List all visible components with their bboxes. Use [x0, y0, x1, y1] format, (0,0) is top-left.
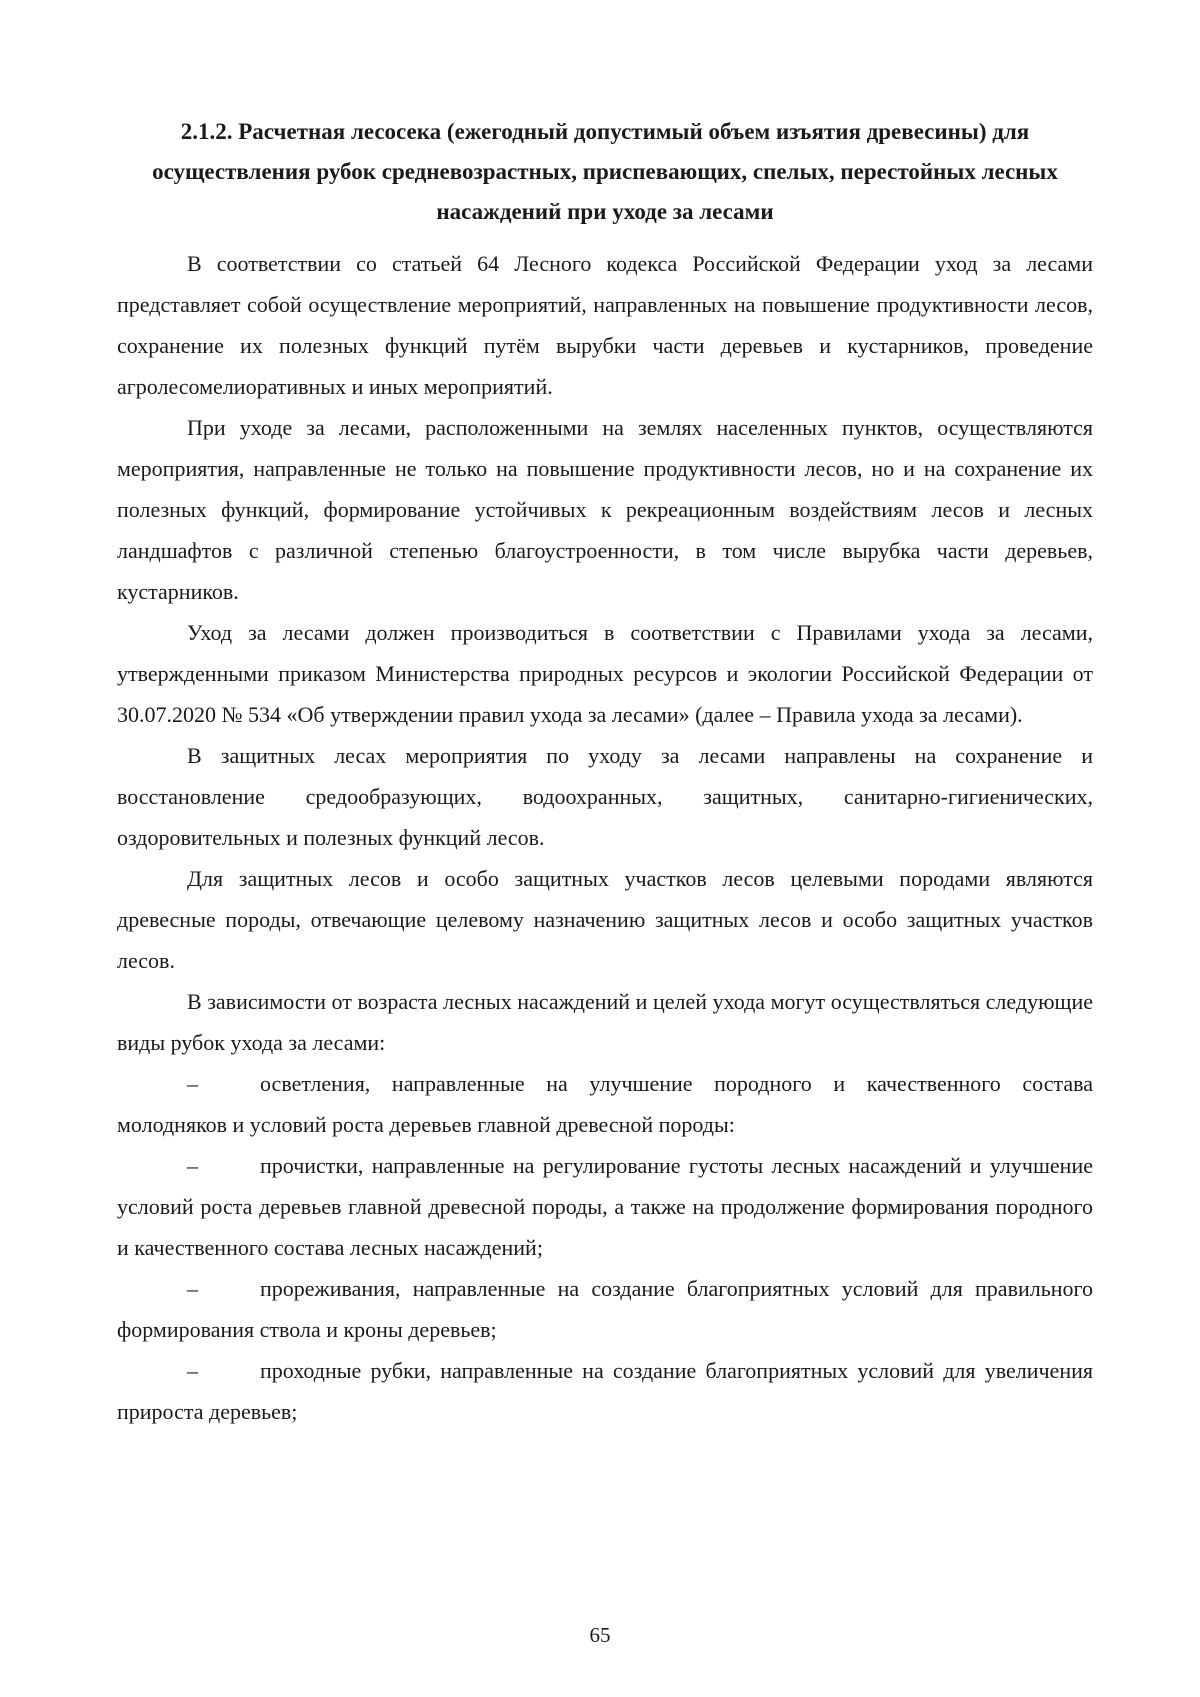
list-item-text: прочистки, направленные на регулирование густоты лесных насаждений и улучшение условий роста деревьев главной древесной породы, а также на продолжение формирования породного и качественного состава лесных насаждений;: [117, 1153, 1093, 1260]
paragraph: В защитных лесах мероприятия по уходу за лесами направлены на сохранение и восстановление средообразующих, водоохранных, защитных, санитарно-гигиенических, оздоровительных и полезных функций лесов.: [117, 743, 1093, 850]
dash-marker: –: [187, 1276, 198, 1301]
list-item: [117, 1350, 1093, 1432]
list-item-text: прореживания, направленные на создание благоприятных условий для правильного формирования ствола и кроны деревьев;: [117, 1276, 1093, 1342]
list-item: [117, 1063, 1093, 1145]
list-item-text: осветления, направленные на улучшение породного и качественного состава молодняков и условий роста деревьев главной древесной породы:: [117, 1071, 1093, 1137]
document-page: [117, 112, 1093, 1432]
list-item-text: проходные рубки, направленные на создание благоприятных условий для увеличения прироста деревьев;: [117, 1358, 1093, 1424]
dash-marker: –: [187, 1071, 198, 1096]
section-heading: 2.1.2. Расчетная лесосека (ежегодный допустимый объем изъятия древесины) для осуществления рубок средневозрастных, приспевающих, спелых, перестойных лесных насаждений при уходе за лесами: [152, 119, 1058, 224]
paragraph: Для защитных лесов и особо защитных участков лесов целевыми породами являются древесные породы, отвечающие целевому назначению защитных лесов и особо защитных участков лесов.: [117, 866, 1093, 973]
page-number: 65: [589, 1623, 611, 1647]
list-item: [117, 1145, 1093, 1268]
dash-marker: –: [187, 1153, 198, 1178]
paragraph: В соответствии со статьей 64 Лесного кодекса Российской Федерации уход за лесами представляет собой осуществление мероприятий, направленных на повышение продуктивности лесов, сохранение их полезных функций путём вырубки части деревьев и кустарников, проведение агролесомелиоративных и иных мероприятий.: [117, 251, 1093, 399]
paragraph: В зависимости от возраста лесных насаждений и целей ухода могут осуществляться следующие виды рубок ухода за лесами:: [117, 989, 1093, 1055]
paragraph: Уход за лесами должен производиться в соответствии с Правилами ухода за лесами, утвержденными приказом Министерства природных ресурсов и экологии Российской Федерации от 30.07.2020 № 534 «Об утверждении правил ухода за лесами» (далее – Правила ухода за лесами).: [117, 620, 1093, 727]
list-item: [117, 1268, 1093, 1350]
dash-marker: –: [187, 1358, 198, 1383]
paragraph: При уходе за лесами, расположенными на землях населенных пунктов, осуществляются мероприятия, направленные не только на повышение продуктивности лесов, но и на сохранение их полезных функций, формирование устойчивых к рекреационным воздействиям лесов и лесных ландшафтов с различной степенью благоустроенности, в том числе вырубка части деревьев, кустарников.: [117, 415, 1093, 604]
